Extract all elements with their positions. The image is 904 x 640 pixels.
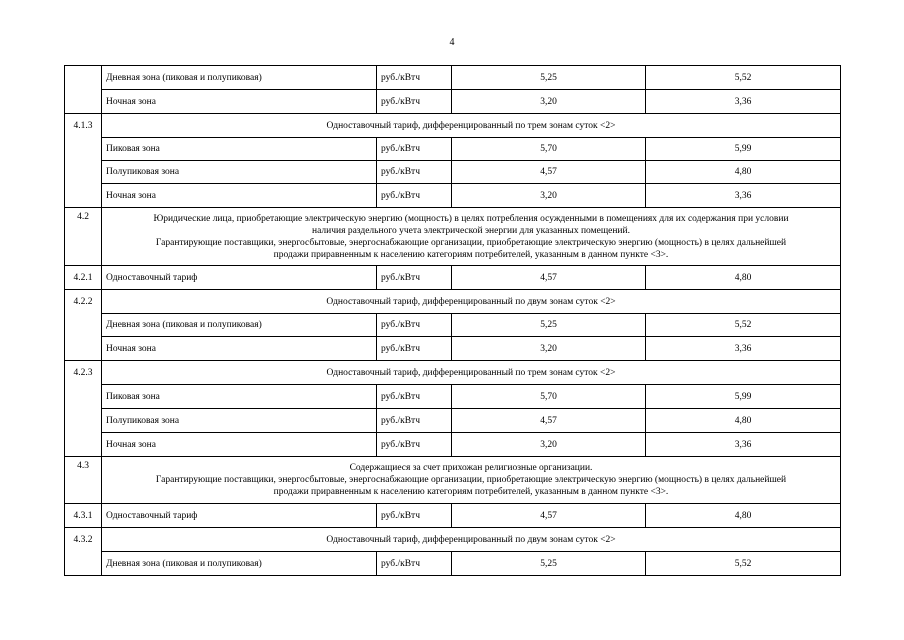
row-unit: руб./кВтч <box>377 266 452 290</box>
row-value-2: 4,80 <box>646 409 841 433</box>
row-value-2: 4,80 <box>646 504 841 528</box>
row-value-1: 3,20 <box>452 337 646 361</box>
table-row <box>65 184 841 208</box>
row-label: Одноставочный тариф <box>102 504 377 528</box>
description-line: Юридические лица, приобретающие электрическую энергию (мощность) в целях потребления осужденными в помещениях для их содержания при условии <box>153 213 789 224</box>
description-line: Содержащиеся за счет прихожан религиозные организации. <box>349 463 593 473</box>
row-value-1: 3,20 <box>452 433 646 457</box>
table-row <box>65 208 841 266</box>
row-label: Ночная зона <box>102 337 377 361</box>
row-unit: руб./кВтч <box>377 66 452 90</box>
row-value-1: 4,57 <box>452 409 646 433</box>
row-label: Дневная зона (пиковая и полупиковая) <box>102 552 377 576</box>
row-value-1: 5,25 <box>452 66 646 90</box>
row-value-2: 5,99 <box>646 385 841 409</box>
row-number: 4.2 <box>65 208 102 266</box>
row-value-1: 5,25 <box>452 314 646 337</box>
row-value-1: 5,70 <box>452 138 646 161</box>
table-row <box>65 457 841 504</box>
row-label: Ночная зона <box>102 90 377 114</box>
row-unit: руб./кВтч <box>377 552 452 576</box>
table-row <box>65 66 841 90</box>
page-number: 4 <box>449 37 455 48</box>
description-line: Гарантирующие поставщики, энергосбытовые, энергоснабжающие организации, приобретающие электрическую энергию (мощность) в целях дальнейшей <box>155 237 787 248</box>
table-row <box>65 552 841 576</box>
row-value-1: 4,57 <box>452 266 646 290</box>
row-number: 4.3 <box>65 457 102 504</box>
tariff-subsection-title: Одноставочный тариф, дифференцированный по трем зонам суток <2> <box>102 361 841 385</box>
row-unit: руб./кВтч <box>377 184 452 208</box>
row-label: Ночная зона <box>102 184 377 208</box>
row-number: 4.2.3 <box>65 361 102 457</box>
row-label: Пиковая зона <box>102 138 377 161</box>
table-row <box>65 433 841 457</box>
row-unit: руб./кВтч <box>377 138 452 161</box>
table-row <box>65 90 841 114</box>
row-unit: руб./кВтч <box>377 90 452 114</box>
row-unit: руб./кВтч <box>377 337 452 361</box>
row-value-1: 5,25 <box>452 552 646 576</box>
tariff-subsection-title: Одноставочный тариф, дифференцированный по двум зонам суток <2> <box>102 528 841 552</box>
row-label: Одноставочный тариф <box>102 266 377 290</box>
row-unit: руб./кВтч <box>377 161 452 184</box>
table-row <box>65 314 841 337</box>
row-value-1: 3,20 <box>452 184 646 208</box>
table-row <box>65 138 841 161</box>
row-number: 4.2.1 <box>65 266 102 290</box>
table-row <box>65 114 841 138</box>
description-line: продажи приравненным к населению категориям потребителей, указанным в данном пункте <3>. <box>273 487 669 497</box>
table-row <box>65 361 841 385</box>
row-number: 4.3.2 <box>65 528 102 576</box>
table-row <box>65 385 841 409</box>
row-value-1: 3,20 <box>452 90 646 114</box>
category-description <box>102 208 841 266</box>
row-value-1: 4,57 <box>452 161 646 184</box>
row-unit: руб./кВтч <box>377 504 452 528</box>
row-label: Пиковая зона <box>102 385 377 409</box>
table-row <box>65 266 841 290</box>
row-value-2: 3,36 <box>646 184 841 208</box>
row-label: Полупиковая зона <box>102 161 377 184</box>
row-value-2: 4,80 <box>646 161 841 184</box>
row-label: Дневная зона (пиковая и полупиковая) <box>102 66 377 90</box>
tariff-subsection-title: Одноставочный тариф, дифференцированный по трем зонам суток <2> <box>102 114 841 138</box>
row-value-2: 5,52 <box>646 314 841 337</box>
table-row <box>65 337 841 361</box>
row-value-1: 4,57 <box>452 504 646 528</box>
row-unit: руб./кВтч <box>377 433 452 457</box>
row-number: 4.3.1 <box>65 504 102 528</box>
row-unit: руб./кВтч <box>377 385 452 409</box>
row-value-1: 5,70 <box>452 385 646 409</box>
row-value-2: 3,36 <box>646 90 841 114</box>
row-unit: руб./кВтч <box>377 409 452 433</box>
table-row <box>65 290 841 314</box>
tariff-table <box>64 65 841 576</box>
table-row <box>65 409 841 433</box>
row-unit: руб./кВтч <box>377 314 452 337</box>
row-number: 4.2.2 <box>65 290 102 361</box>
description-line: Гарантирующие поставщики, энергосбытовые, энергоснабжающие организации, приобретающие электрическую энергию (мощность) в целях дальнейшей <box>155 475 787 485</box>
description-line: наличия раздельного учета электрической энергии для указанных помещений. <box>312 225 630 236</box>
row-value-2: 5,52 <box>646 552 841 576</box>
row-label: Дневная зона (пиковая и полупиковая) <box>102 314 377 337</box>
table-row <box>65 528 841 552</box>
row-value-2: 3,36 <box>646 433 841 457</box>
row-value-2: 5,52 <box>646 66 841 90</box>
row-value-2: 5,99 <box>646 138 841 161</box>
table-row <box>65 161 841 184</box>
category-description <box>102 457 841 504</box>
tariff-subsection-title: Одноставочный тариф, дифференцированный по двум зонам суток <2> <box>102 290 841 314</box>
table-row <box>65 504 841 528</box>
row-number <box>65 66 102 114</box>
row-label: Полупиковая зона <box>102 409 377 433</box>
row-value-2: 3,36 <box>646 337 841 361</box>
description-line: продажи приравненным к населению категориям потребителей, указанным в данном пункте <3>. <box>273 249 669 260</box>
row-number: 4.1.3 <box>65 114 102 208</box>
row-label: Ночная зона <box>102 433 377 457</box>
row-value-2: 4,80 <box>646 266 841 290</box>
